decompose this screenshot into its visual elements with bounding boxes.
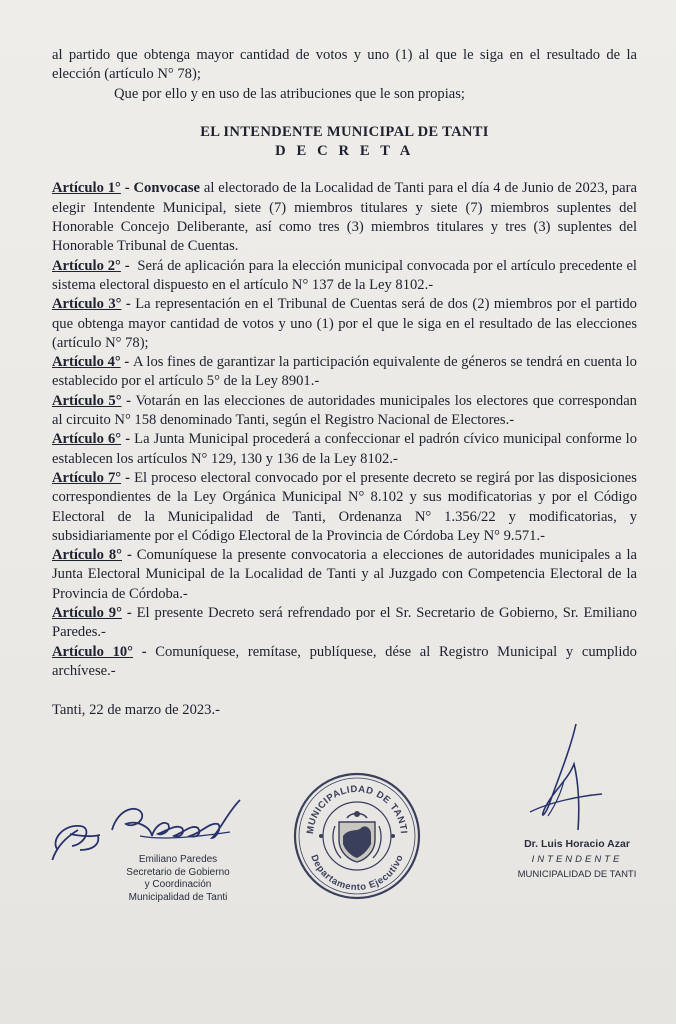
secretary-title-2: y Coordinación bbox=[144, 879, 212, 890]
article-text: A los fines de garantizar la participación equivalente de géneros se tendrá en cuenta lo establecido por el artículo 5° de la Ley 8901.- bbox=[52, 354, 637, 390]
secretary-credentials bbox=[98, 854, 258, 904]
article-label: Artículo 7° bbox=[52, 469, 122, 486]
article-paragraph bbox=[52, 546, 637, 604]
article-separator: - bbox=[120, 180, 134, 197]
article-text: al electorado de la Localidad de Tanti para el día 4 de Junio de 2023, para elegir Intendente Municipal, siete (7) miembros titulares y siete (7) miembros suplentes del Honorable Concejo Deliberante, así como tres (3) miembros titulares y tres (3) suplentes del Honorable Tribunal de Cuentas. bbox=[52, 180, 637, 255]
article-paragraph bbox=[52, 392, 637, 431]
decree-date: Tanti, 22 de marzo de 2023.- bbox=[52, 702, 220, 719]
article-text: El proceso electoral convocado por el presente decreto se regirá por las disposiciones correspondientes de la Ley Orgánica Municipal N° 8.102 y sus modificatorias y por el Código Electoral de la Municipalidad de Tanti, Ordenanza N° 1.356/22 y modificatorias, y subsidiariamente por el Código Electoral de la Provincia de Córdoba Ley N° 9.571.- bbox=[52, 469, 637, 544]
article-text: Votarán en las elecciones de autoridades municipales los electores que correspondan al circuito N° 158 denominado Tanti, según el Registro Nacional de Electores.- bbox=[52, 392, 637, 429]
article-paragraph bbox=[52, 179, 637, 256]
article-text: La representación en el Tribunal de Cuentas será de dos (2) miembros por el partido que obtenga mayor cantidad de votos y uno (1) por el que le siga en el resultado de las elecciones (artículo N° 78); bbox=[52, 296, 637, 351]
coat-of-arms-icon bbox=[333, 811, 381, 862]
article-label: Artículo 1° bbox=[52, 180, 121, 197]
article-label: Artículo 2° bbox=[52, 257, 121, 274]
seal-stamp-icon bbox=[291, 770, 423, 902]
article-label: Artículo 3° bbox=[52, 296, 122, 313]
article-text: Comuníquese la presente convocatoria a elecciones de autoridades municipales a la Junta Electoral Municipal de la Localidad de Tanti y al Juzgado con Competencia Electoral de la Provincia de Córdoba.- bbox=[52, 547, 637, 602]
intendente-name: Dr. Luis Horacio Azar bbox=[524, 838, 630, 850]
seal-top-text: MUNICIPALIDAD DE TANTI bbox=[304, 783, 409, 835]
article-label: Artículo 9° bbox=[52, 605, 122, 622]
article-separator: - bbox=[120, 257, 138, 274]
article-text: El presente Decreto será refrendado por el Sr. Secretario de Gobierno, Sr. Emiliano Paredes.- bbox=[52, 605, 637, 641]
article-label: Artículo 6° bbox=[52, 431, 122, 448]
article-separator: - bbox=[121, 296, 136, 313]
decree-body bbox=[52, 46, 637, 721]
article-separator: - bbox=[133, 643, 156, 660]
article-label: Artículo 5° bbox=[52, 392, 122, 409]
article-paragraph bbox=[52, 295, 637, 353]
article-paragraph bbox=[52, 257, 637, 296]
article-paragraph bbox=[52, 430, 637, 469]
article-paragraph bbox=[52, 353, 637, 392]
secretary-title: Secretario de Gobierno bbox=[126, 866, 230, 878]
intro-paragraph: al partido que obtenga mayor cantidad de votos y uno (1) al que le siga en el resultado de la elección (artículo N° 78); bbox=[52, 47, 637, 83]
article-paragraph bbox=[52, 469, 637, 546]
seal-bottom-text: Departamento Ejecutivo bbox=[308, 853, 406, 894]
article-paragraph bbox=[52, 604, 637, 643]
secretary-org: Municipalidad de Tanti bbox=[128, 891, 228, 903]
article-text: Será de aplicación para la elección municipal convocada por el artículo precedente el sistema electoral dispuesto en el artículo N° 137 de la Ley 8102.- bbox=[52, 257, 637, 293]
articles-list bbox=[52, 179, 637, 681]
decree-title: EL INTENDENTE MUNICIPAL DE TANTI bbox=[200, 123, 489, 140]
article-label: Artículo 10° bbox=[52, 643, 133, 660]
handwritten-signature-intendente bbox=[490, 720, 650, 840]
intendente-title: INTENDENTE bbox=[531, 854, 623, 865]
article-separator: - bbox=[121, 431, 135, 448]
article-label: Artículo 4° bbox=[52, 354, 121, 371]
article-keyword: Convocase bbox=[133, 180, 200, 197]
municipal-seal bbox=[291, 770, 423, 902]
signature-secretary bbox=[40, 790, 280, 910]
handwritten-signature-secretary bbox=[40, 790, 280, 860]
article-text: Comuníquese, remítase, publíquese, dése al Registro Municipal y cumplido archívese.- bbox=[52, 643, 637, 679]
article-separator: - bbox=[121, 469, 135, 486]
signature-intendente bbox=[490, 720, 650, 900]
article-separator: - bbox=[121, 392, 136, 409]
intro-considering: Que por ello y en uso de las atribuciones que le son propias; bbox=[114, 85, 465, 102]
intendente-credentials bbox=[502, 837, 652, 882]
decreta-heading: D E C R E T A bbox=[275, 143, 414, 160]
article-paragraph bbox=[52, 643, 637, 682]
secretary-name: Emiliano Paredes bbox=[138, 854, 218, 865]
article-separator: - bbox=[121, 605, 137, 622]
intendente-org: MUNICIPALIDAD DE TANTI bbox=[517, 869, 637, 880]
article-separator: - bbox=[121, 547, 137, 564]
article-separator: - bbox=[120, 354, 133, 371]
article-label: Artículo 8° bbox=[52, 547, 122, 564]
article-text: La Junta Municipal procederá a confeccionar el padrón cívico municipal conforme lo establecen los artículos N° 129, 130 y 136 de la Ley 8102.- bbox=[52, 431, 637, 467]
